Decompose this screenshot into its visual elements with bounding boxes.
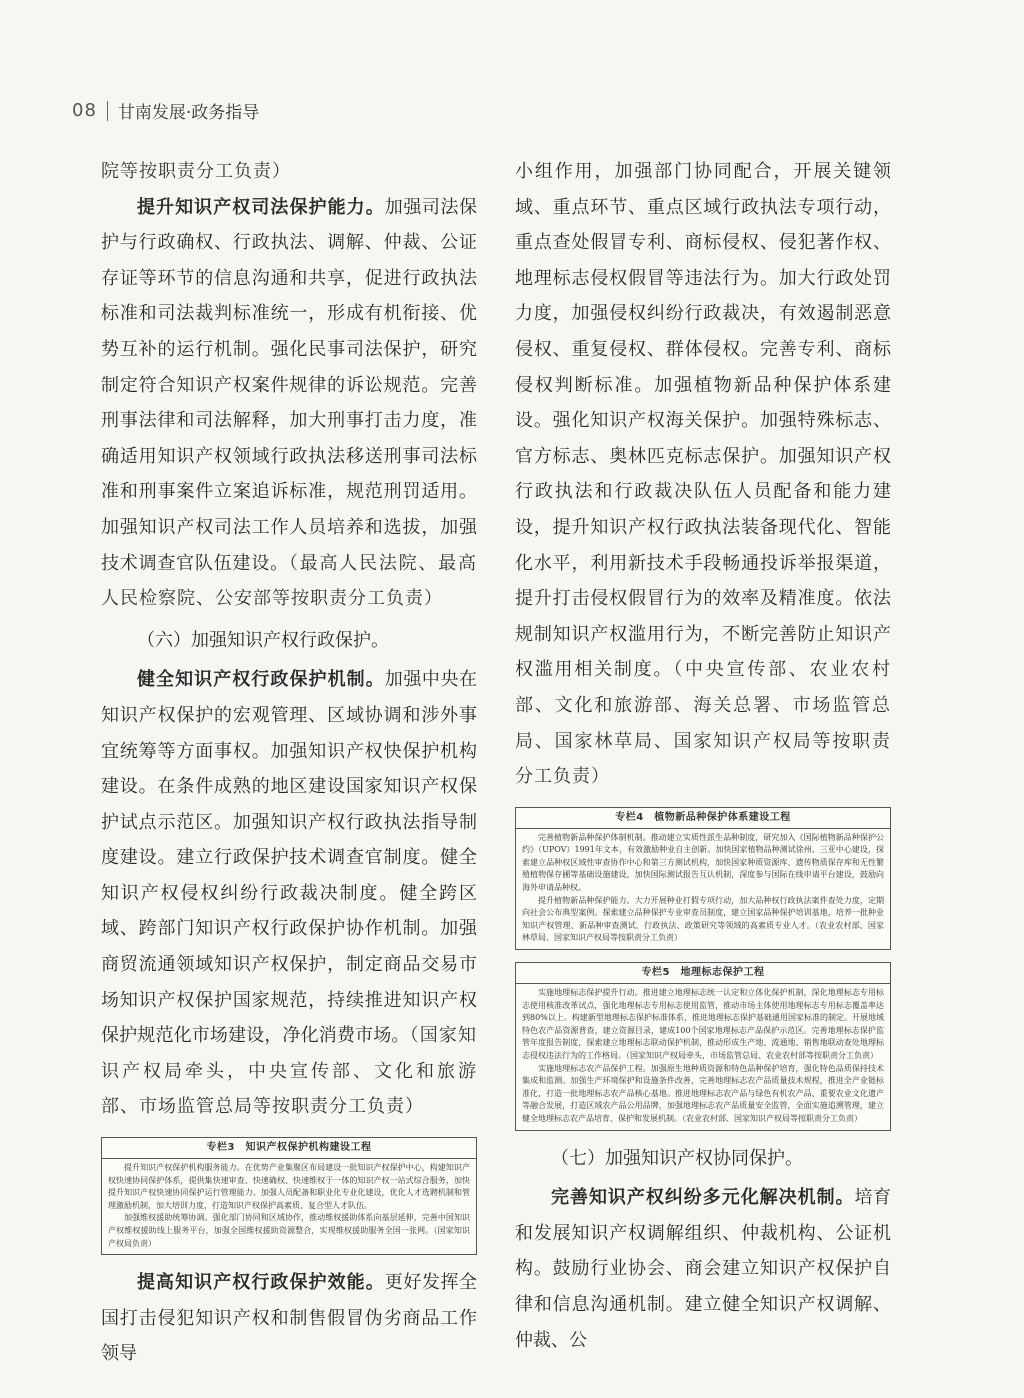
- box-paragraph: 提升植物新品种保护能力。大力开展种业打假专项行动，加大品种权行政执法案件查处力度，定期向社会公布典型案例。探索建立品种保护专业审查员制度，建立国家品种保护培训基地，培养一批种业知识产权管理、新品种审查测试、行政执法、政策研究等领域的高素质专业人才。（农业农村部、国家林草局、国家知识产权局等按职责分工负责）: [522, 895, 884, 943]
- box-body: [516, 829, 890, 945]
- page-header: [72, 98, 259, 123]
- paragraph-lead: 提高知识产权行政保护效能。: [137, 1272, 385, 1294]
- paragraph-dispute-resolution: [515, 1180, 891, 1358]
- box-body: [102, 1159, 476, 1250]
- paragraph-body: 加强中央在知识产权保护的宏观管理、区域协调和涉外事宜统筹等方面事权。加强知识产权快保护机构建设。在条件成熟的地区建设国家知识产权保护试点示范区。加强知识产权行政执法指导制度建设。建立行政保护技术调查官制度。健全知识产权侵权纠纷行政裁决制度。健全跨区域、跨部门知识产权行政保护协作机制。加强商贸流通领域知识产权保护，制定商品交易市场知识产权保护国家规范，持续推进知识产权保护规范化市场建设，净化消费市场。: [101, 669, 478, 1047]
- sidebar-box-3: [101, 1137, 477, 1255]
- box-paragraph: 实施地理标志农产品保护工程。加强原生地种质资源和特色品种保护培育，强化特色品质保持技术集成和监测。加强生产环境保护和设施条件改善，完善地理标志农产品质量技术规程，推进全产业链标准化，打造一批地理标志农产品核心基地。推进地理标志农产品与绿色有机农产品、重要农业文化遗产等融合发展，打造区域农产品公用品牌，加强地理标志农产品质量安全监管，全面实施追溯管理，建立健全地理标志农产品培育、保护和发展机制。（农业农村部、国家知识产权局等按职责分工负责）: [522, 1063, 884, 1123]
- paragraph-body: 更好发挥全国打击侵犯知识产权和制售假冒伪劣商品工作领导: [101, 1272, 478, 1365]
- paragraph-continued: [515, 154, 891, 795]
- box-paragraph: 完善植物新品种保护体制机制。推动建立实质性派生品种制度，研究加入《国际植物新品种保护公约》（UPOV）1991年文本，有效激励种业自主创新。加快国家植物品种测试徐州、三亚中心建设，探索建立品种权区域性审查协作中心和第三方测试机构，加快国家种质资源库、遗传物质保存库和无性繁殖植物保存圃等基础设施建设，加快国际测试报告互认机制，深度参与国际在线申请平台建设，鼓励向海外申请品种权。: [522, 832, 884, 893]
- box-title: 专栏5 地理标志保护工程: [516, 963, 890, 984]
- box-title: 专栏4 植物新品种保护体系建设工程: [516, 808, 890, 829]
- box-body: [516, 984, 890, 1126]
- paragraph-lead: 健全知识产权行政保护机制。: [137, 669, 385, 691]
- responsibility-note: （国家知识产权局牵头，中央宣传部、文化和旅游部、市场监管总局等按职责分工负责）: [101, 1025, 478, 1118]
- paragraph-body: 加强司法保护与行政确权、行政执法、调解、仲裁、公证存证等环节的信息沟通和共享，促进行政执法标准和司法裁判标准统一，形成有机衔接、优势互补的运行机制。强化民事司法保护，研究制定符合知识产权案件规律的诉讼规范。完善刑事法律和司法解释，加大刑事打击力度，准确适用知识产权领域行政执法移送刑事司法标准和刑事案件立案追诉标准，规范刑罚适用。加强知识产权司法工作人员培养和选拔，加强技术调查官队伍建设。: [101, 196, 478, 574]
- responsibility-note: （中央宣传部、农业农村部、文化和旅游部、海关总署、市场监管总局、国家林草局、国家知识产权局等按职责分工负责）: [515, 659, 892, 788]
- left-column: [101, 154, 477, 1372]
- page-number: 08: [72, 100, 97, 121]
- box-paragraph: 加强维权援助统筹协调。强化部门协同和区域协作，推动维权援助体系向基层延伸，完善中国知识产权维权援助线上服务平台，加强全国维权援助资源整合，实现维权援助服务全国一张网。（国家知识产权局负责）: [108, 1213, 470, 1248]
- paragraph-judicial-protection: [101, 190, 477, 617]
- sidebar-box-5: [515, 962, 891, 1131]
- header-divider: [107, 101, 108, 121]
- sidebar-box-4: [515, 807, 891, 950]
- responsibility-note: 院等按职责分工负责）: [101, 161, 291, 182]
- section-heading-6: （六）加强知识产权行政保护。: [137, 629, 389, 651]
- right-column: [515, 154, 891, 1358]
- responsibility-note: （最高人民法院、最高人民检察院、公安部等按职责分工负责）: [101, 552, 478, 610]
- box-paragraph: 实施地理标志保护提升行动。推进建立地理标志统一认定和立体化保护机制，深化地理标志专用标志使用核准改革试点，强化地理标志专用标志使用监管，推动市场主体使用地理标志专用标志覆盖率达到80%以上。构建新型地理标志保护标准体系，推进地理标志保护基础通用国家标准的制定。开展地域特色农产品资源普查，建立资源目录，建成100个国家地理标志产品保护示范区。完善地理标志保护监管年度报告制度，探索建立地理标志联动保护机制，推动形成生产地、流通地、销售地联动查处地理标志侵权违法行为的工作格局。（国家知识产权局牵头，市场监管总局、农业农村部等按职责分工负责）: [522, 988, 884, 1060]
- section-heading-7: （七）加强知识产权协同保护。: [551, 1147, 803, 1169]
- paragraph-body: 培育和发展知识产权调解组织、仲裁机构、公证机构。鼓励行业协会、商会建立知识产权保护自律和信息沟通机制。建立健全知识产权调解、仲裁、公: [515, 1187, 892, 1351]
- paragraph-body: 小组作用，加强部门协同配合，开展关键领域、重点环节、重点区域行政执法专项行动，重点查处假冒专利、商标侵权、侵犯著作权、地理标志侵权假冒等违法行为。加大行政处罚力度，加强侵权纠纷行政裁决，有效遏制恶意侵权、重复侵权、群体侵权。完善专利、商标侵权判断标准。加强植物新品种保护体系建设。强化知识产权海关保护。加强特殊标志、官方标志、奥林匹克标志保护。加强知识产权行政执法和行政裁决队伍人员配备和能力建设，提升知识产权行政执法装备现代化、智能化水平，利用新技术手段畅通投诉举报渠道，提升打击侵权假冒行为的效率及精准度。依法规制知识产权滥用行为，不断完善防止知识产权滥用相关制度。: [515, 161, 891, 681]
- publication-title: 甘南发展·政务指导: [117, 103, 260, 123]
- paragraph-lead: 提升知识产权司法保护能力。: [137, 196, 385, 218]
- paragraph-lead: 完善知识产权纠纷多元化解决机制。: [551, 1187, 855, 1209]
- box-title: 专栏3 知识产权保护机构建设工程: [102, 1138, 476, 1159]
- paragraph-administrative-mechanism: [101, 662, 477, 1125]
- box-paragraph: 提升知识产权保护机构服务能力。在优势产业集聚区布局建设一批知识产权保护中心，构建知识产权快速协同保护体系，提供集快速审查、快速确权、快速维权于一体的知识产权一站式综合服务，加快提升知识产权快速协同保护运行管理能力。加强人员配备和职业化专业化建设，优化人才选聘机制和管理激励机制，加大培训力度，打造知识产权保护高素质、复合型人才队伍。: [108, 1163, 470, 1210]
- paragraph-administrative-efficiency: [101, 1265, 477, 1372]
